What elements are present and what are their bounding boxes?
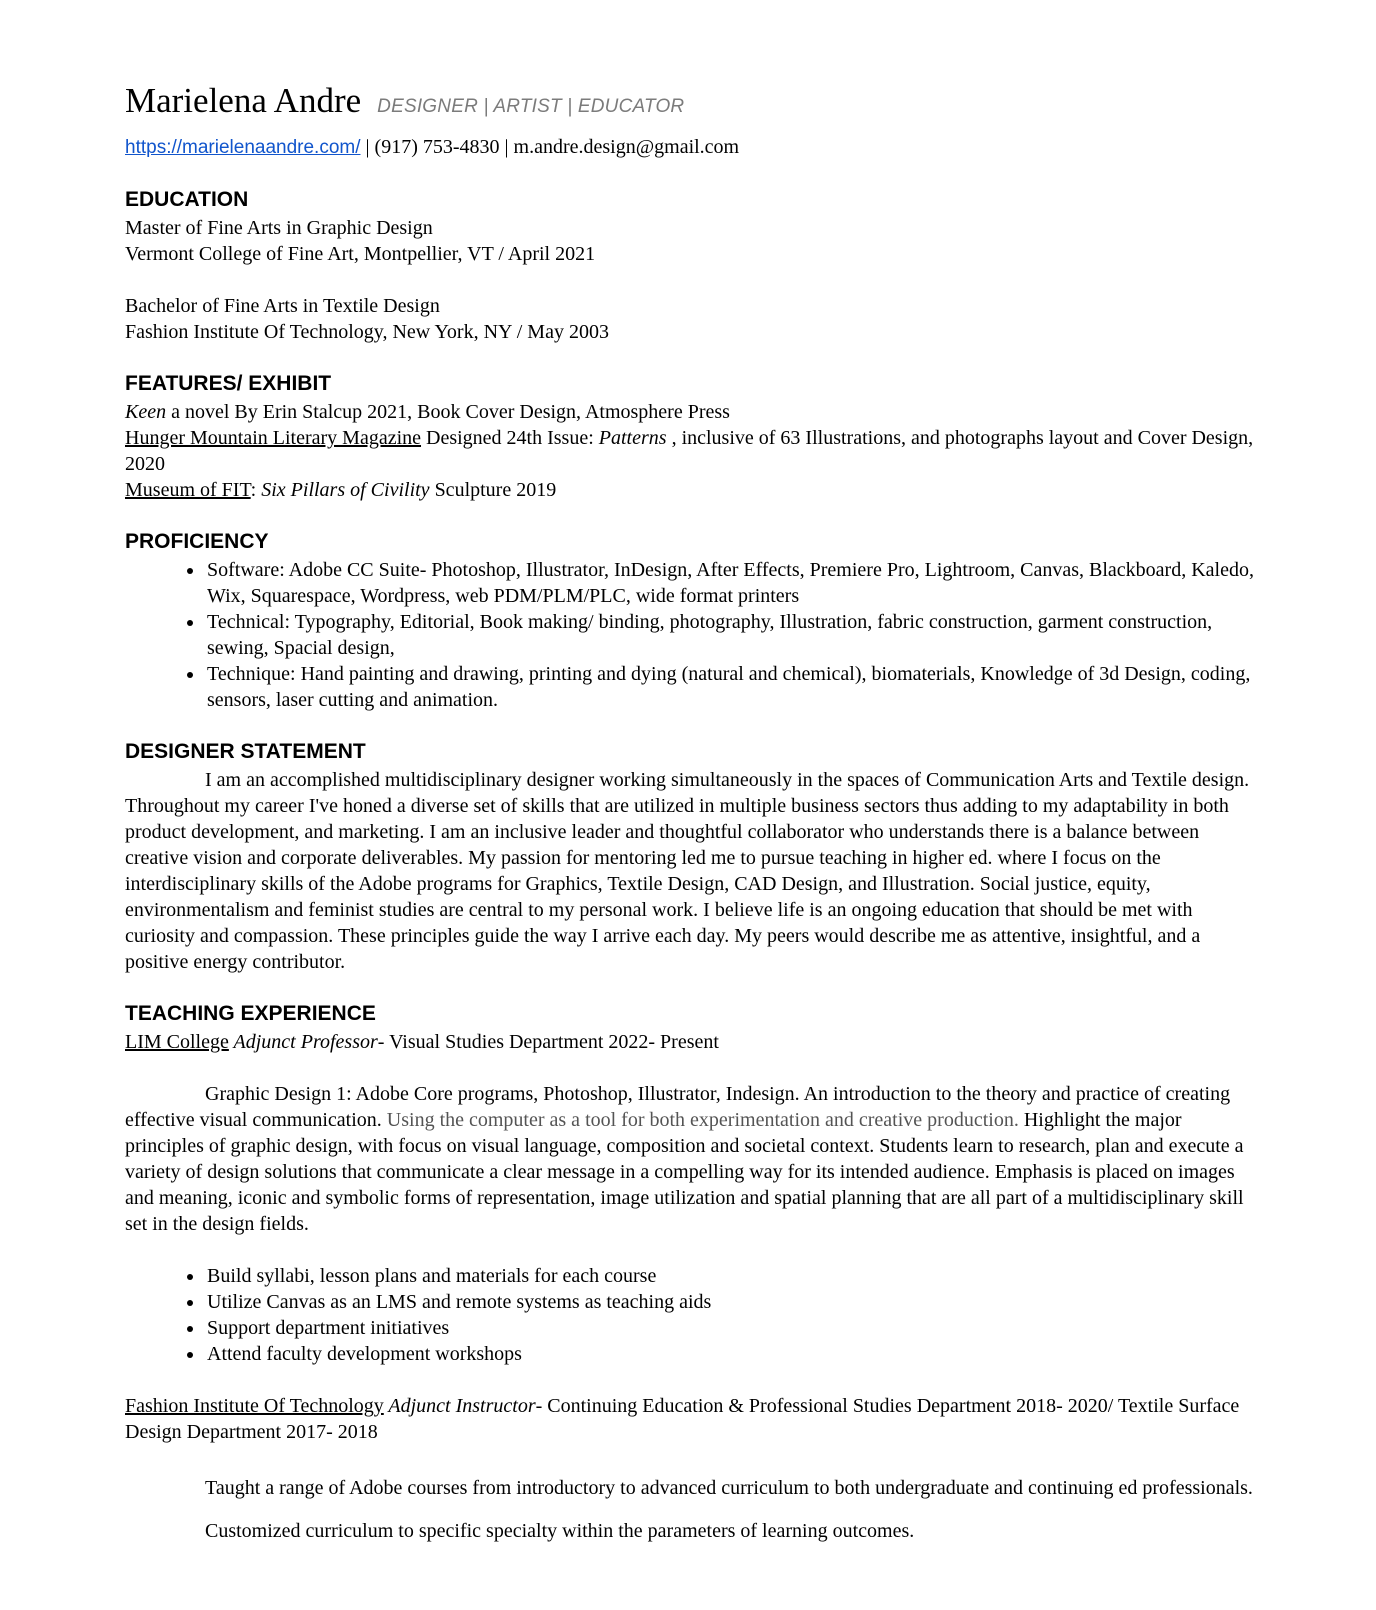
phone-number: (917) 753-4830 (374, 136, 500, 158)
person-name: Marielena Andre (125, 81, 362, 120)
list-item: • Support department initiatives (205, 1315, 1254, 1341)
work-title: Patterns (598, 427, 667, 449)
spacer (125, 1445, 1254, 1467)
job-detail: - Visual Studies Department 2022- Present (377, 1031, 719, 1053)
list-item: • Build syllabi, lesson plans and materials for each course (205, 1263, 1254, 1289)
education-school-2: Fashion Institute Of Technology, New York, NY / May 2003 (125, 321, 609, 343)
job-title: Adjunct Professor (228, 1031, 378, 1053)
list-item: • Technique: Hand painting and drawing, printing and dying (natural and chemical), biomaterials, Knowledge of 3d Design, coding, sensors, laser cutting and animation. (205, 661, 1254, 713)
work-title: Six Pillars of Civility (261, 479, 430, 501)
course-text: Highlight the major principles of graphic design, with focus on visual language, composition and societal context. Students learn to research, plan and execute a variety of design solutions that communicate a clear message in a compelling way for its intended audience. Emphasis is placed on images and meaning, iconic and symbolic forms of representation, image utilization and spatial planning that are all part of a multidisciplinary skill set in the design fields. (125, 1109, 1244, 1235)
contact-separator: | (499, 136, 514, 158)
person-tagline: DESIGNER | ARTIST | EDUCATOR (377, 96, 685, 117)
education-degree-2: Bachelor of Fine Arts in Textile Design (125, 295, 440, 317)
contact-separator: | (360, 136, 375, 158)
course-description (125, 1081, 1254, 1237)
spacer (125, 1237, 1254, 1263)
employer-name: Fashion Institute Of Technology (125, 1395, 384, 1417)
list-item: • Software: Adobe CC Suite- Photoshop, Illustrator, InDesign, After Effects, Premiere Pro, Lightroom, Canvas, Blackboard, Kaledo, Wix, Squarespace, Wordpress, web PDM/PLM/PLC, wide format printers (205, 557, 1254, 609)
designer-statement-text: I am an accomplished multidisciplinary designer working simultaneously in the spaces of Communication Arts and Textile design. Throughout my career I've honed a diverse set of skills that are utilized in multiple business sectors thus adding to my adaptability in both product development, and marketing. I am an inclusive leader and thoughtful collaborator who understands there is a balance between creative vision and corporate deliverables. My passion for mentoring led me to pursue teaching in higher ed. where I focus on the interdisciplinary skills of the Adobe programs for Graphics, Textile Design, CAD Design, and Illustration. Social justice, equity, environmentalism and feminist studies are central to my personal work. I believe life is an ongoing education that should be met with curiosity and compassion. These principles guide the way I arrive each day. My peers would describe me as attentive, insightful, and a positive energy contributor. (125, 769, 1250, 973)
spacer (125, 1055, 1254, 1081)
proficiency-list (125, 557, 1254, 713)
education-school-1: Vermont College of Fine Art, Montpellier, VT / April 2021 (125, 243, 596, 265)
teaching-experience-heading: TEACHING EXPERIENCE (125, 1002, 376, 1025)
spacer (125, 267, 1254, 293)
job-line-lim (125, 1029, 1254, 1055)
fit-course-description: Taught a range of Adobe courses from introductory to advanced curriculum to both undergraduate and continuing ed professionals. Customized curriculum to specific specialty within the parameters of learning outcomes. (205, 1477, 1253, 1542)
job-title: Adjunct Instructor (383, 1395, 536, 1417)
proficiency-heading: PROFICIENCY (125, 530, 269, 553)
spacer (125, 1367, 1254, 1393)
job-line-fit (125, 1393, 1254, 1445)
feature-text: Sculpture 2019 (429, 479, 557, 501)
feature-item-hunger-mountain (125, 425, 1254, 477)
header (125, 80, 1254, 122)
feature-item-museum-fit (125, 477, 1254, 503)
education-degree-1: Master of Fine Arts in Graphic Design (125, 217, 433, 239)
list-item: • Utilize Canvas as an LMS and remote systems as teaching aids (205, 1289, 1254, 1315)
email-address: m.andre.design@gmail.com (513, 136, 740, 158)
teaching-duties-list (125, 1263, 1254, 1367)
contact-line (125, 134, 1254, 161)
designer-statement-heading: DESIGNER STATEMENT (125, 740, 366, 763)
feature-text: a novel By Erin Stalcup 2021, Book Cover Design, Atmosphere Press (166, 401, 730, 423)
feature-item-keen (125, 399, 1254, 425)
course-text-muted: Using the computer as a tool for both experimentation and creative production. (386, 1109, 1019, 1131)
feature-text: : (250, 479, 262, 501)
publication-name: Museum of FIT (125, 479, 251, 501)
education-heading: EDUCATION (125, 188, 249, 211)
course-text: Graphic Design 1: Adobe Core programs, Photoshop, Illustrator, Indesign. An introduction to the theory and practice of creating effective visual communication. (125, 1083, 1231, 1131)
employer-name: LIM College (125, 1031, 229, 1053)
list-item: • Attend faculty development workshops (205, 1341, 1254, 1367)
job-detail: - Continuing Education & Professional Studies Department 2018- 2020/ Textile Surface Design Department 2017- 2018 (125, 1395, 1240, 1443)
feature-text: Designed 24th Issue: (421, 427, 599, 449)
features-heading: FEATURES/ EXHIBIT (125, 372, 332, 395)
website-link[interactable]: https://marielenaandre.com/ (125, 137, 361, 158)
publication-name: Hunger Mountain Literary Magazine (125, 427, 422, 449)
feature-text: , inclusive of 63 Illustrations, and photographs layout and Cover Design, 2020 (125, 427, 1254, 475)
work-title: Keen (125, 401, 167, 423)
list-item: • Technical: Typography, Editorial, Book making/ binding, photography, Illustration, fabric construction, garment construction, sewing, Spacial design, (205, 609, 1254, 661)
